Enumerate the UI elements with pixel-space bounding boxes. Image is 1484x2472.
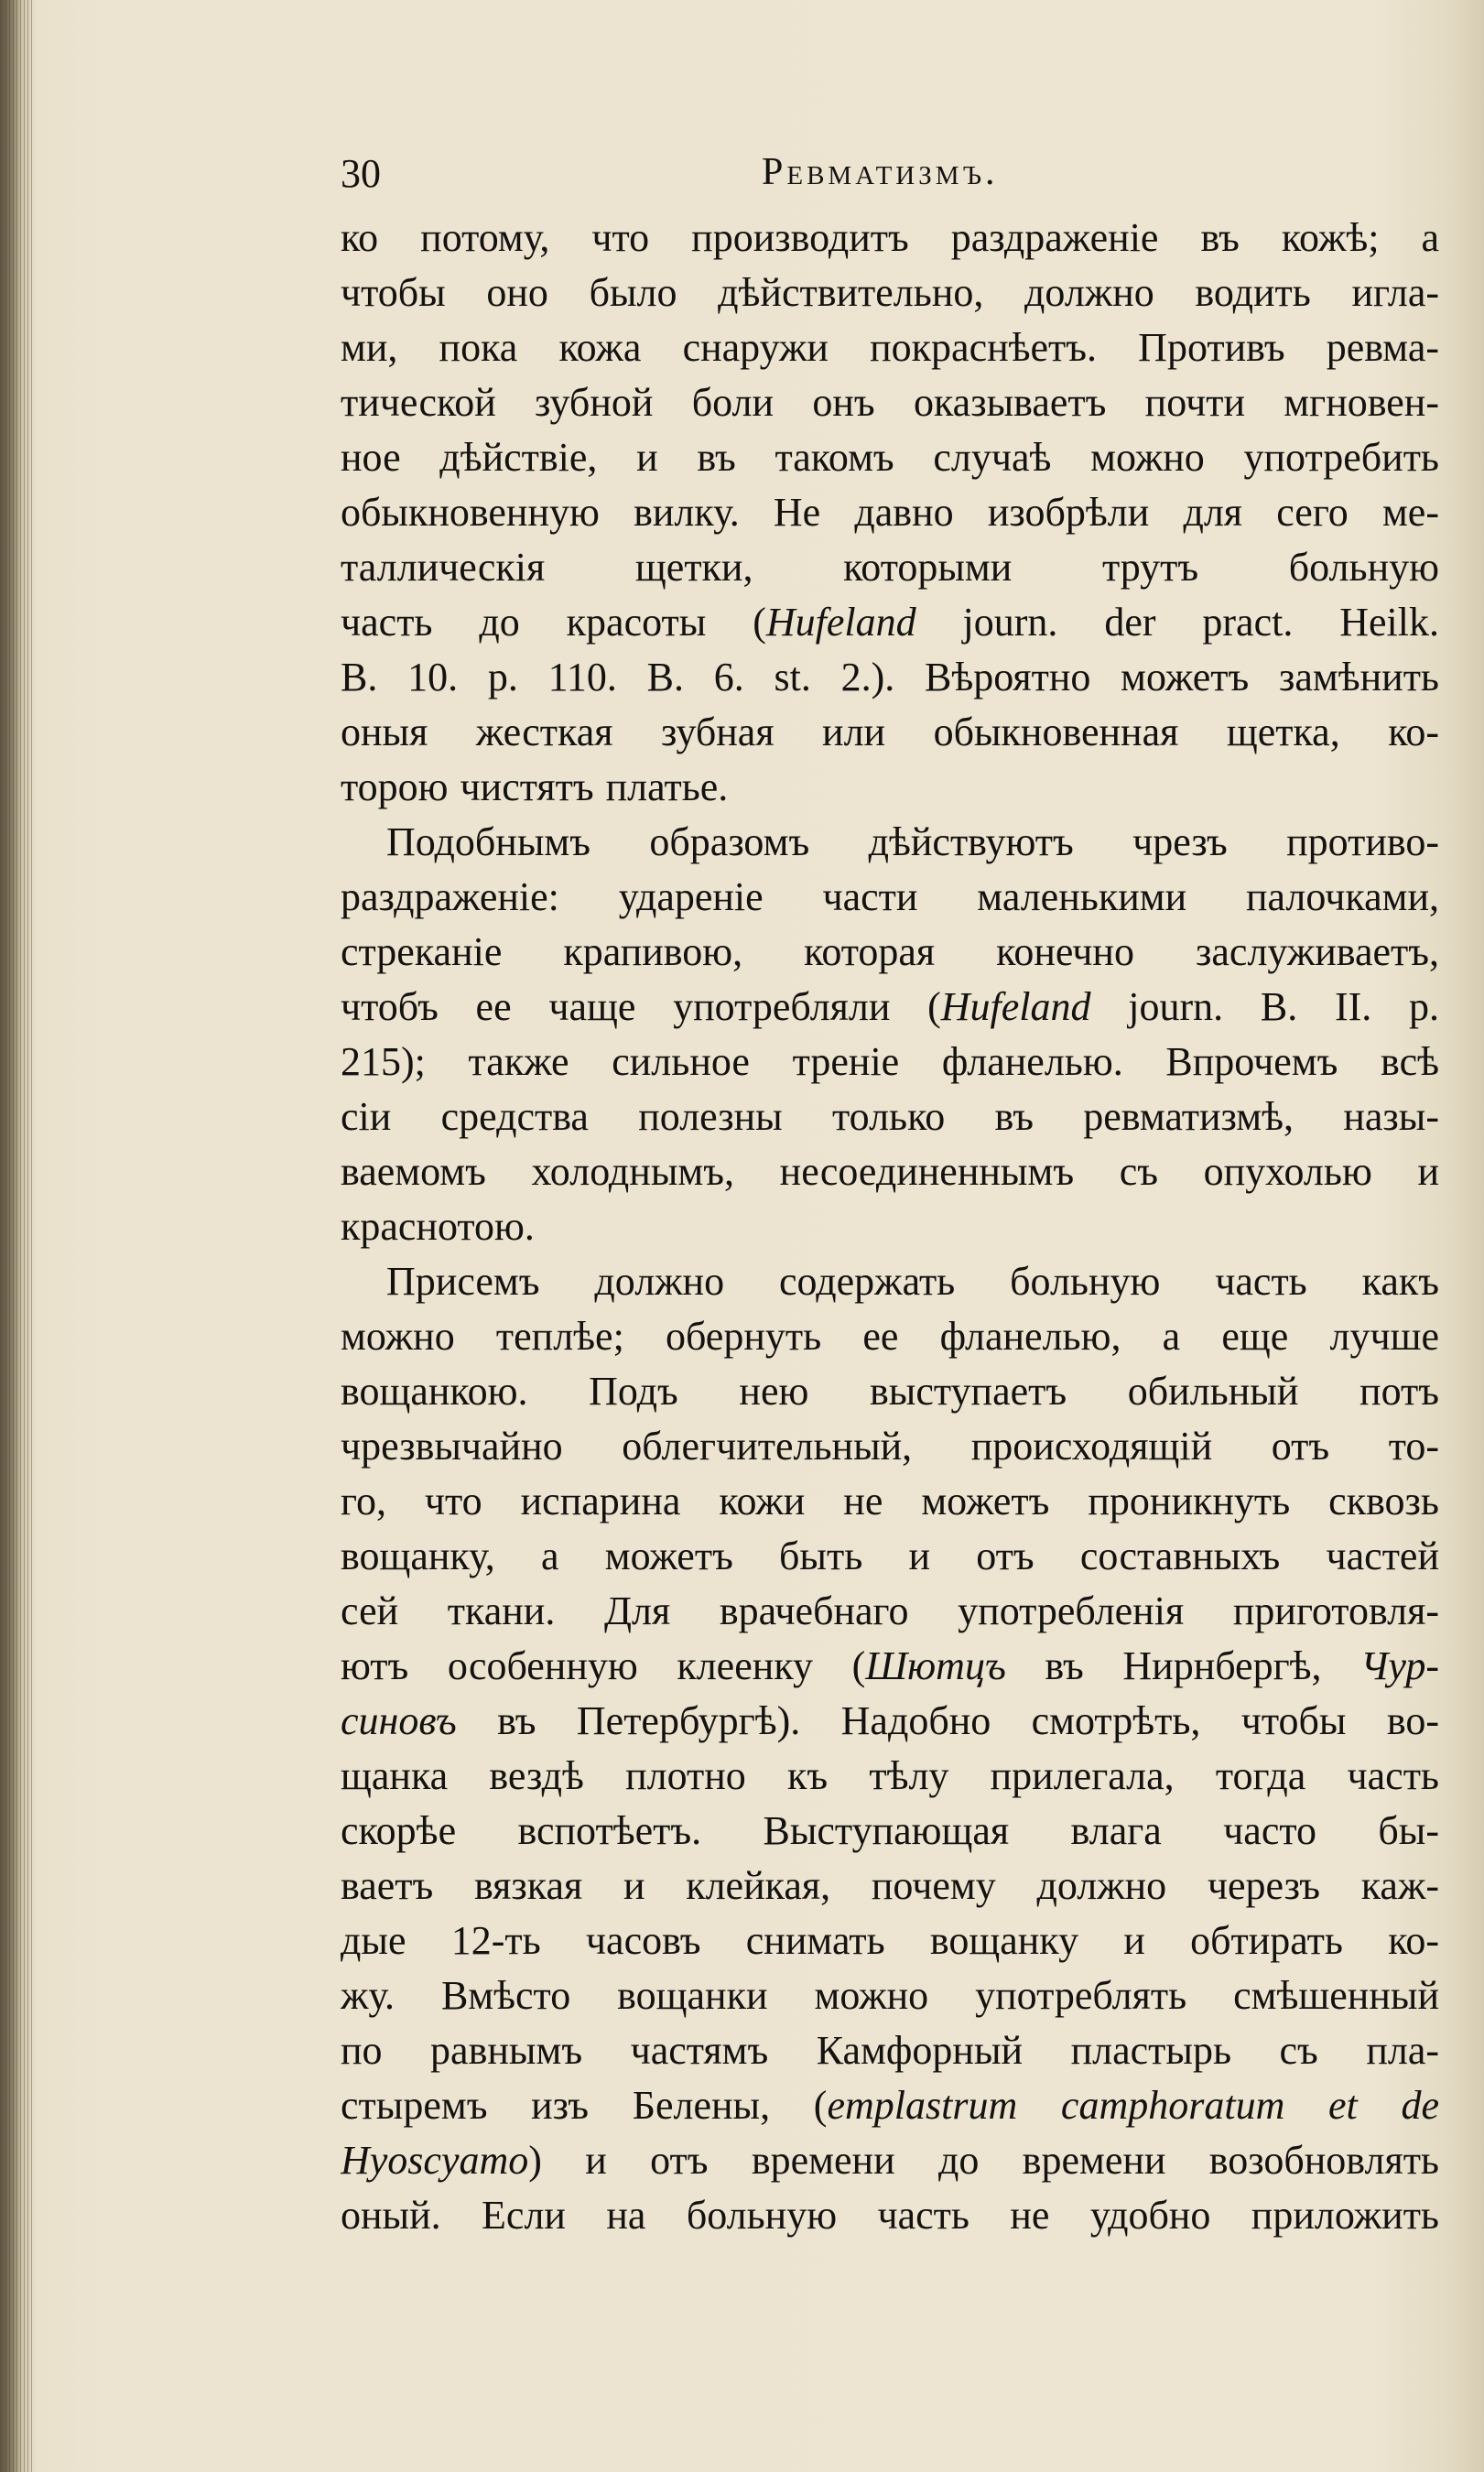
text-run: чтобы оно было дѣйствительно, должно водить игла- xyxy=(341,270,1439,315)
book-gutter xyxy=(5,0,33,2472)
italic-text: Hufeland xyxy=(940,984,1091,1029)
text-run: вощанкою. Подъ нею выступаетъ обильный потъ xyxy=(341,1369,1439,1414)
text-run: обыкновенную вилку. Не давно изобрѣли для сего ме- xyxy=(341,490,1439,535)
text-line xyxy=(341,320,1439,375)
text-line xyxy=(341,815,1439,870)
text-line xyxy=(341,211,1439,266)
text-run: оныя жесткая зубная или обыкновенная щетка, ко- xyxy=(341,710,1439,754)
text-line xyxy=(341,1749,1439,1804)
text-line xyxy=(341,650,1439,705)
italic-text: Шютцъ xyxy=(865,1643,1006,1688)
text-run: тической зубной боли онъ оказываетъ почти мгновен- xyxy=(341,380,1439,425)
page-number: 30 xyxy=(341,151,381,196)
text-run: можно теплѣе; обернуть ее фланелью, а еще лучше xyxy=(341,1314,1439,1359)
text-run: вощанку, а можетъ быть и отъ составныхъ частей xyxy=(341,1534,1439,1578)
text-run: часть до красоты ( xyxy=(341,600,766,645)
text-run: жу. Вмѣсто вощанки можно употреблять смѣшенный xyxy=(341,1973,1439,2018)
text-run: ми, пока кожа снаружи покраснѣетъ. Противъ ревма- xyxy=(341,325,1439,370)
italic-text: синовъ xyxy=(341,1698,457,1743)
text-line xyxy=(341,430,1439,485)
text-run: дые 12-ть часовъ снимать вощанку и обтирать ко- xyxy=(341,1918,1439,1963)
text-line xyxy=(341,485,1439,540)
text-run: щанка вездѣ плотно къ тѣлу прилегала, тогда часть xyxy=(341,1753,1439,1798)
text-line xyxy=(341,1529,1439,1584)
text-run: чтобъ ее чаще употребляли ( xyxy=(341,984,941,1029)
text-run: ваетъ вязкая и клейкая, почему должно черезъ каж- xyxy=(341,1863,1439,1908)
text-run: скорѣе вспотѣетъ. Выступающая влага часто бы- xyxy=(341,1808,1439,1853)
text-line xyxy=(341,1309,1439,1364)
text-line xyxy=(341,1419,1439,1474)
book-page xyxy=(341,137,1439,2243)
text-line xyxy=(341,1035,1439,1090)
text-line xyxy=(341,1914,1439,1968)
text-run: 215); также сильное треніе фланелью. Впрочемъ всѣ xyxy=(341,1039,1439,1084)
text-line xyxy=(341,705,1439,760)
text-line xyxy=(341,2188,1439,2243)
text-line xyxy=(341,1090,1439,1144)
text-line xyxy=(341,266,1439,320)
text-run: ваемомъ холоднымъ, несоединеннымъ съ опухолью и xyxy=(341,1149,1439,1194)
text-line xyxy=(341,760,1439,815)
text-line xyxy=(341,1199,1439,1254)
text-run: ко потому, что производитъ раздраженіе въ кожѣ; а xyxy=(341,215,1439,260)
text-run: ) и отъ времени до времени возобновлять xyxy=(528,2138,1439,2183)
text-run: краснотою. xyxy=(341,1204,535,1249)
text-line xyxy=(341,2078,1439,2133)
text-line xyxy=(341,925,1439,980)
text-line xyxy=(341,1804,1439,1859)
text-run: journ. der pract. Heilk. xyxy=(915,600,1439,645)
text-run: въ Нирнбергѣ, xyxy=(1005,1643,1361,1688)
text-line xyxy=(341,595,1439,650)
text-run: Присемъ должно содержать больную часть какъ xyxy=(386,1259,1439,1304)
text-line xyxy=(341,980,1439,1035)
text-run: стыремъ изъ Белены, ( xyxy=(341,2083,828,2128)
text-line xyxy=(341,375,1439,430)
text-run: сіи средства полезны только въ ревматизмѣ, назы- xyxy=(341,1094,1439,1139)
text-line xyxy=(341,1859,1439,1914)
text-run: го, что испарина кожи не можетъ проникнуть сквозь xyxy=(341,1479,1439,1523)
text-run: B. 10. p. 110. B. 6. st. 2.). Вѣроятно можетъ замѣнить xyxy=(341,655,1439,699)
running-title: Ревматизмъ. xyxy=(762,151,999,193)
text-line xyxy=(341,1364,1439,1419)
text-line xyxy=(341,1144,1439,1199)
text-run: сей ткани. Для врачебнаго употребленія приготовля- xyxy=(341,1588,1439,1633)
italic-text: Чур- xyxy=(1360,1643,1439,1688)
text-line xyxy=(341,2023,1439,2078)
text-run: чрезвычайно облегчительный, происходящій отъ то- xyxy=(341,1424,1439,1469)
text-run: стреканіе крапивою, которая конечно заслуживаетъ, xyxy=(341,929,1439,974)
text-line xyxy=(341,870,1439,925)
text-run: ное дѣйствіе, и въ такомъ случаѣ можно употребить xyxy=(341,435,1439,480)
text-line xyxy=(341,1968,1439,2023)
text-run: таллическія щетки, которыми трутъ больную xyxy=(341,545,1439,590)
running-head xyxy=(341,137,1439,211)
text-run: по равнымъ частямъ Камфорный пластырь съ пла- xyxy=(341,2028,1439,2073)
text-run: journ. B. II. p. xyxy=(1090,984,1439,1029)
italic-text: Hufeland xyxy=(765,600,916,645)
text-line xyxy=(341,540,1439,595)
text-run: ютъ особенную клеенку ( xyxy=(341,1643,866,1688)
text-run: въ Петербургѣ). Надобно смотрѣть, чтобы во- xyxy=(456,1698,1439,1743)
text-line xyxy=(341,1694,1439,1749)
body-text xyxy=(341,211,1439,2243)
text-line xyxy=(341,1584,1439,1639)
text-line xyxy=(341,1639,1439,1694)
text-run: Подобнымъ образомъ дѣйствуютъ чрезъ противо- xyxy=(386,819,1439,864)
text-run: оный. Если на больную часть не удобно приложить xyxy=(341,2193,1439,2238)
text-run: торою чистятъ платье. xyxy=(341,764,729,809)
text-run: раздраженіе: удареніе части маленькими палочками, xyxy=(341,874,1439,919)
italic-text: emplastrum camphoratum et de xyxy=(827,2083,1439,2128)
text-line xyxy=(341,2133,1439,2188)
text-line xyxy=(341,1474,1439,1529)
italic-text: Hyoscyamo xyxy=(341,2138,529,2183)
text-line xyxy=(341,1254,1439,1309)
